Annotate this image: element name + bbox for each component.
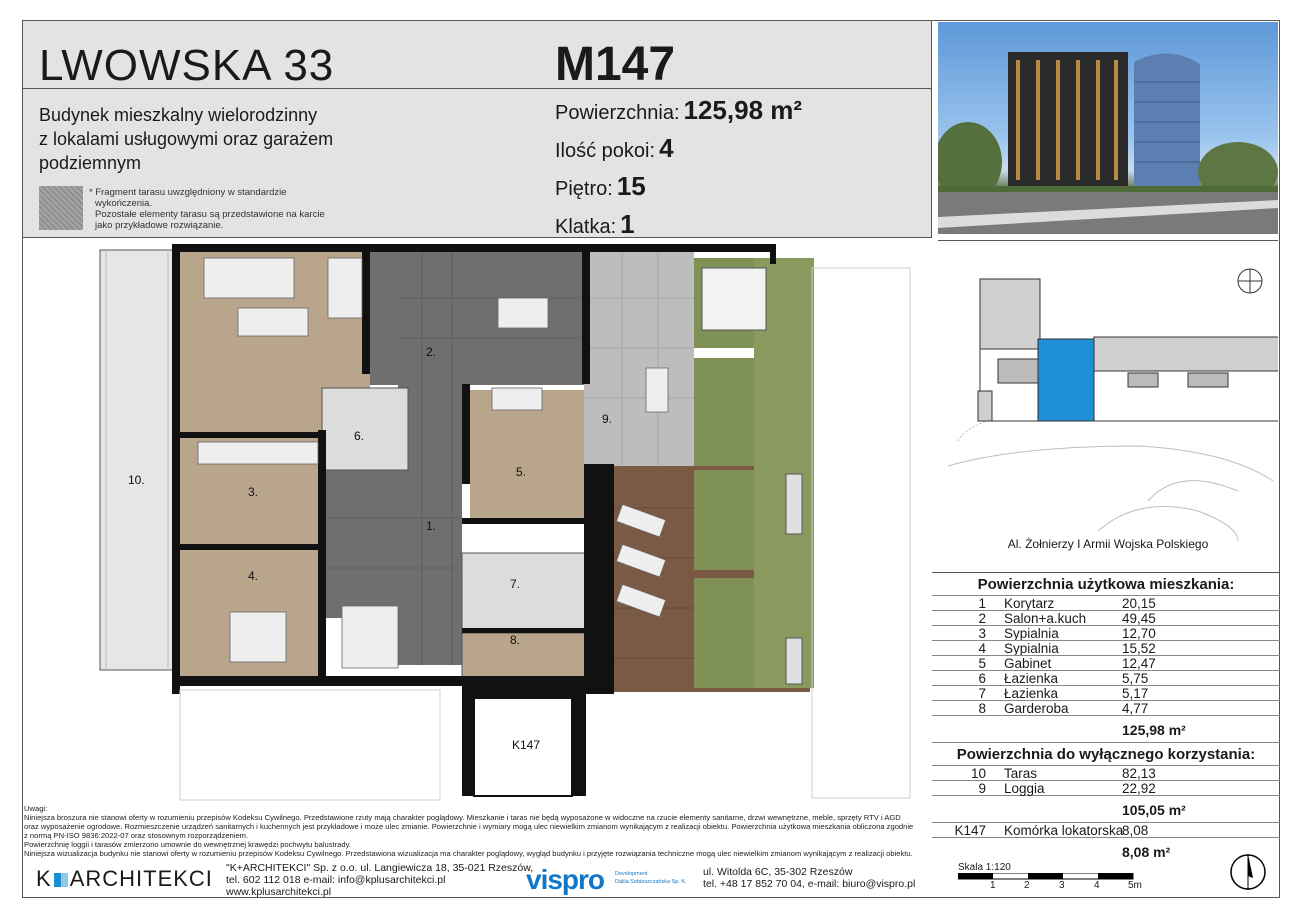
remarks-line: Powierzchnię loggii i tarasów zmierzono umownie do wewnętrznej krawędzi pochwytu balustrady. <box>24 840 351 849</box>
area-row <box>932 822 1280 837</box>
remarks-line: oraz wyposażenie ogrodowe. Rozmieszczenie urządzeń sanitarnych i kuchennych jest przykładowe i może ulec zmianie. Powierzchnie i wymiary mogą ulec niewielkim zmianom wynikającym z realizacji obiektu. Powierzchnia użytkowa mieszkania obliczona zgodnie <box>24 822 914 831</box>
description-line: podziemnym <box>39 153 142 173</box>
area-row-name: Korytarz <box>1004 596 1055 611</box>
remarks-line: Niniejsza broszura nie stanowi oferty w rozumieniu przepisów Kodeksu Cywilnego. Przedstawione rzuty mają charakter poglądowy. Mieszkanie i taras nie będą wyposażone w widoczne na rzucie elementy sanitarne, drzwi wewnętrzne, meble, sprzęty RTV i AGD <box>24 813 901 822</box>
area-row-number: 5 <box>978 656 986 671</box>
remarks-line: Niniejsza wizualizacja budynku nie stanowi oferty w rozumieniu przepisów Kodeksu Cywilnego. Przedstawiona wizualizacja ma charakter poglądowy, wygląd budynku i przyjęte rozwiązania techniczne mogą ulec niewielkim zmianom wynikającym z realizacji obiektu. <box>24 849 913 858</box>
stair-property: Klatka: 1 <box>555 209 635 239</box>
building-visualization-image <box>938 22 1278 234</box>
area-row-number: 7 <box>978 686 986 701</box>
description-line: z lokalami usługowymi oraz garażem <box>39 129 334 149</box>
building-description <box>39 103 419 175</box>
street-name: Al. Żołnierzy I Armii Wojska Polskiego <box>1007 537 1209 551</box>
area-row-value: 5,75 <box>1122 671 1149 686</box>
area-row-name: Gabinet <box>1004 656 1052 671</box>
room-label-10: 10. <box>128 473 145 487</box>
room-label-6: 6. <box>354 429 365 443</box>
exclusive-area-title: Powierzchnia do wyłącznego korzystania: <box>932 742 1280 765</box>
area-row-value: 4,77 <box>1122 701 1149 716</box>
area-row-name: Taras <box>1004 766 1038 781</box>
area-row-number: 4 <box>978 641 986 656</box>
header-title-bar <box>23 21 931 89</box>
area-row-number: 8 <box>978 701 986 716</box>
scale-tick: 1 <box>990 880 996 891</box>
remarks-line: Uwagi: <box>24 804 48 813</box>
area-row-value: 5,17 <box>1122 686 1149 701</box>
storage-area-total: 8,08 m² <box>932 837 1280 864</box>
rooms-property: Ilość pokoi: 4 <box>555 133 674 163</box>
area-row-value: 12,47 <box>1122 656 1156 671</box>
note-line: * Fragment tarasu uwzględniony w standardzie <box>89 187 287 198</box>
area-table <box>932 572 1280 864</box>
area-row-number: 9 <box>978 781 986 796</box>
kplus-logo: K ARCHITEKCI <box>36 866 213 891</box>
area-row-number: 10 <box>970 766 986 781</box>
remarks-line: z normą PN-ISO 9836:2022-07 oraz stosownym rozporządzeniem. <box>24 831 249 840</box>
project-title: LWOWSKA 33 <box>39 41 335 90</box>
area-row <box>932 685 1280 700</box>
floor-property: Piętro: 15 <box>555 171 646 201</box>
scale-bar <box>958 873 1138 881</box>
usable-area-rows <box>932 595 1280 715</box>
note-line: wykończenia. <box>95 198 153 209</box>
terrace-note <box>89 187 359 231</box>
area-row <box>932 640 1280 655</box>
exclusive-area-rows <box>932 765 1280 795</box>
area-row <box>932 595 1280 610</box>
note-line: Pozostałe elementy tarasu są przedstawione na karcie <box>95 209 325 220</box>
description-line: Budynek mieszkalny wielorodzinny <box>39 105 318 125</box>
vispro-logo: vispro <box>526 864 605 895</box>
area-row-name: Sypialnia <box>1004 641 1059 656</box>
scale-tick: 4 <box>1094 880 1100 891</box>
floor-plan <box>22 238 932 809</box>
scale-tick: 3 <box>1059 880 1065 891</box>
room-label-1: 1. <box>426 519 437 533</box>
area-row-name: Łazienka <box>1004 686 1059 701</box>
scale-tick: 2 <box>1024 880 1030 891</box>
architect-contact <box>226 862 533 898</box>
room-label-2: 2. <box>426 345 437 359</box>
key-plan <box>938 240 1278 575</box>
unit-properties <box>555 95 802 247</box>
scale-label: Skala 1:120 <box>958 862 1011 873</box>
area-row-name: Łazienka <box>1004 671 1059 686</box>
area-row-number: 2 <box>978 611 986 626</box>
area-row-name: Loggia <box>1004 781 1045 796</box>
area-row <box>932 625 1280 640</box>
area-row-value: 12,70 <box>1122 626 1156 641</box>
room-label-8: 8. <box>510 633 521 647</box>
area-row-name: Komórka lokatorska <box>1004 823 1124 838</box>
floor-plan-drawing <box>22 238 932 804</box>
terrace-swatch <box>39 186 83 230</box>
note-line: jako przykładowe rozwiązanie. <box>95 220 224 231</box>
room-label-5: 5. <box>516 465 527 479</box>
scale-tick: 5m <box>1128 880 1142 891</box>
area-row <box>932 700 1280 715</box>
contact-line: tel. +48 17 852 70 04, e-mail: biuro@vispro.pl <box>703 878 916 890</box>
contact-line: "K+ARCHITEKCI" Sp. z o.o. ul. Langiewicza 18, 35-021 Rzeszów, <box>226 862 534 874</box>
area-row-name: Garderoba <box>1004 701 1069 716</box>
area-row-value: 15,52 <box>1122 641 1156 656</box>
area-row <box>932 670 1280 685</box>
area-row-value: 82,13 <box>1122 766 1156 781</box>
exclusive-area-total: 105,05 m² <box>932 795 1280 822</box>
room-label-9: 9. <box>602 412 613 426</box>
header-panel <box>22 20 932 238</box>
area-row <box>932 610 1280 625</box>
contact-line: ul. Witolda 6C, 35-302 Rzeszów <box>703 866 853 878</box>
area-property: Powierzchnia: 125,98 m² <box>555 95 803 125</box>
area-row-number: K147 <box>954 823 986 838</box>
usable-area-title: Powierzchnia użytkowa mieszkania: <box>977 576 1235 593</box>
area-row-number: 6 <box>978 671 986 686</box>
room-label-4: 4. <box>248 569 259 583</box>
room-label-7: 7. <box>510 577 521 591</box>
area-row-number: 1 <box>978 596 986 611</box>
key-plan-drawing <box>938 241 1278 541</box>
usable-area-total: 125,98 m² <box>932 715 1280 742</box>
building-visualization <box>938 22 1278 234</box>
area-row-value: 49,45 <box>1122 611 1156 626</box>
area-row <box>932 765 1280 780</box>
area-row-number: 3 <box>978 626 986 641</box>
storage-area-rows <box>932 822 1280 837</box>
area-row <box>932 655 1280 670</box>
area-row-value: 22,92 <box>1122 781 1156 796</box>
area-row <box>932 780 1280 795</box>
plus-square-icon <box>54 873 68 887</box>
north-compass-icon <box>1226 850 1270 894</box>
vispro-logo-subtitle: Development Dalila Sobieszczańska Sp. K. <box>615 871 687 885</box>
area-row-value: 20,15 <box>1122 596 1156 611</box>
contact-line: www.kplusarchitekci.pl <box>226 886 332 898</box>
area-row-name: Sypialnia <box>1004 626 1059 641</box>
storage-label: K147 <box>512 738 541 752</box>
area-row-value: 8,08 <box>1122 823 1149 838</box>
developer-contact <box>703 866 915 890</box>
contact-line: tel. 602 112 018 e-mail: info@kplusarchitekci.pl <box>226 874 446 886</box>
highlighted-unit <box>1038 339 1094 421</box>
remarks <box>24 804 930 858</box>
area-row-name: Salon+a.kuch <box>1004 611 1087 626</box>
room-label-3: 3. <box>248 485 259 499</box>
unit-code: M147 <box>555 38 676 91</box>
